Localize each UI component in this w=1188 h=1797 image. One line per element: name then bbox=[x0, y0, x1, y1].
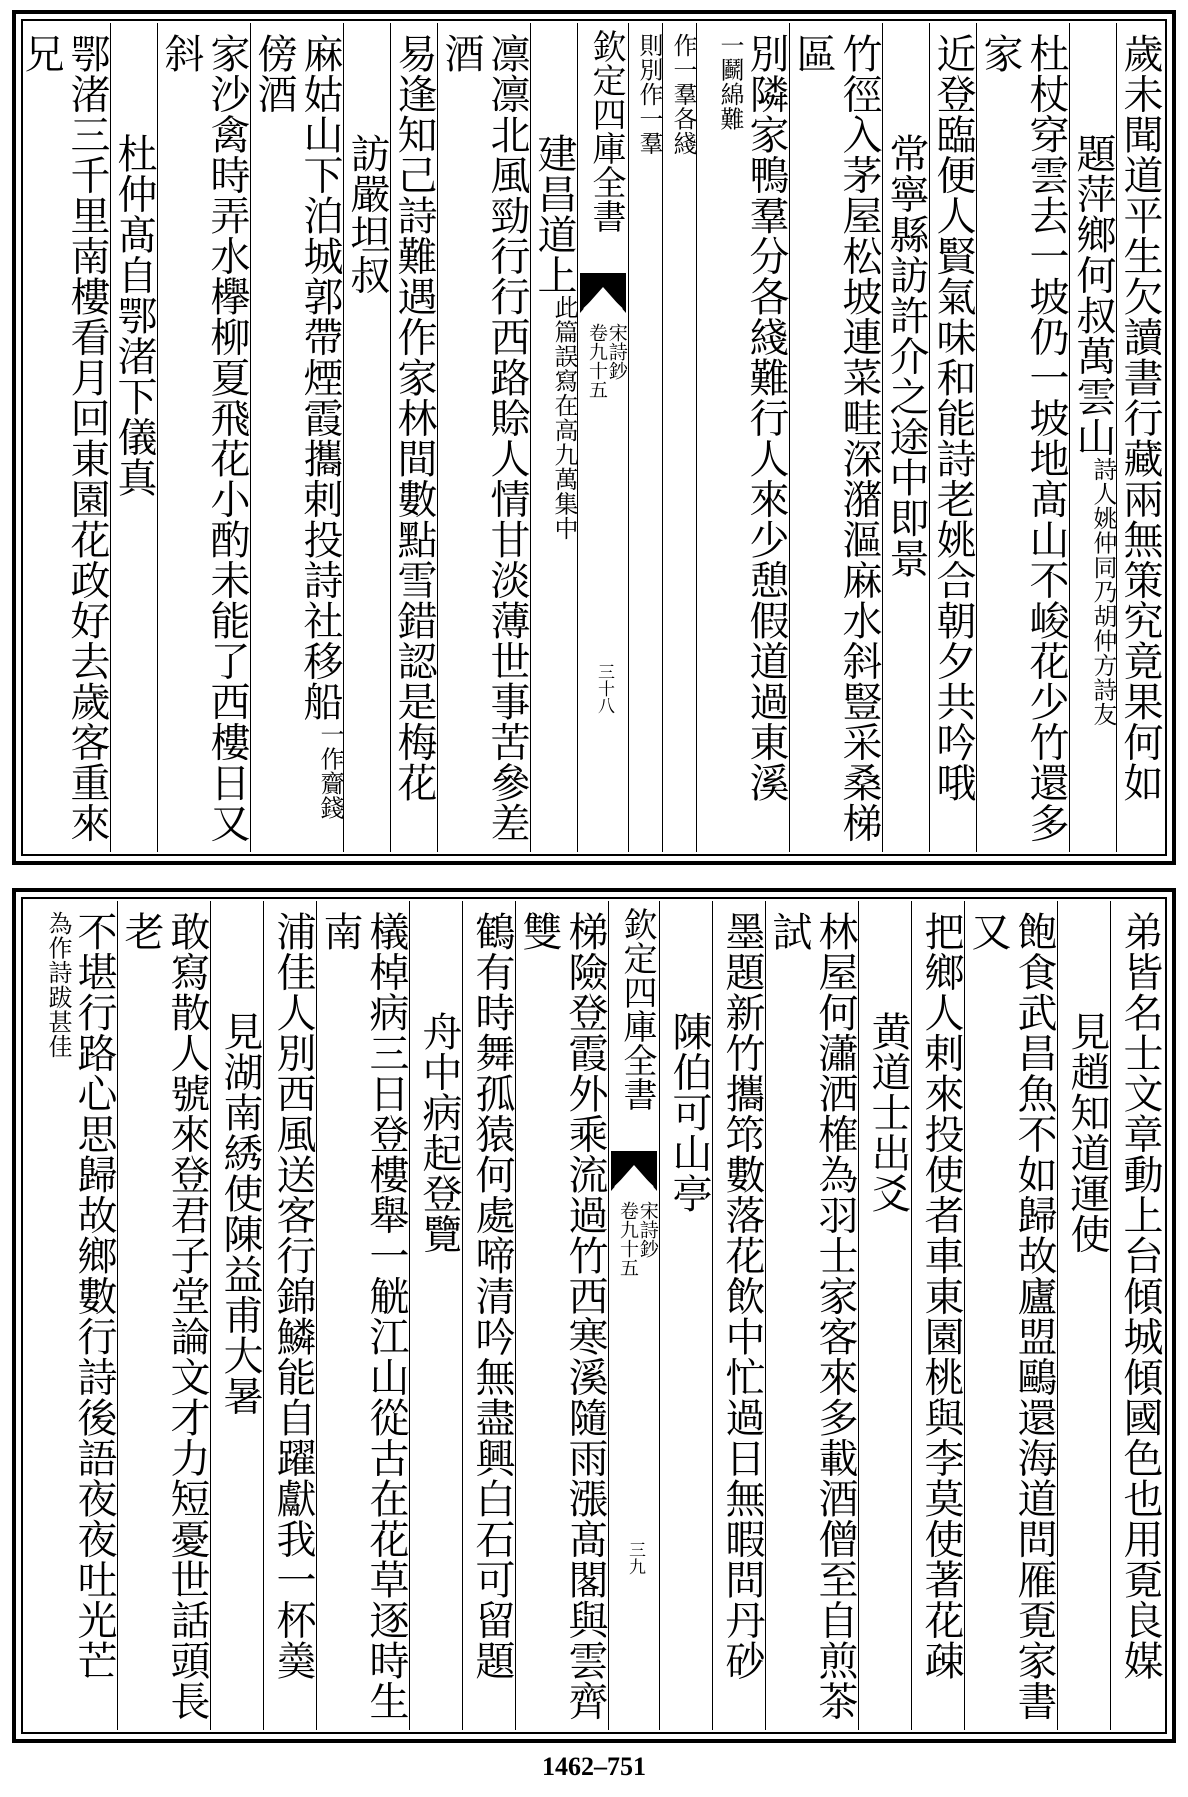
annotation-column: 作一羣各綫 bbox=[662, 23, 696, 852]
text-column: 見湖南綉使陳益甫大暑 bbox=[210, 901, 263, 1730]
text-column: 陳伯可山亭 bbox=[659, 901, 712, 1730]
text-column: 杜仲髙自鄂渚下儀真 bbox=[110, 23, 157, 852]
text-column: 敢寫散人號來登君子堂論文才力短憂世話頭長老 bbox=[117, 901, 210, 1730]
book-title: 欽定四庫全書 bbox=[586, 29, 626, 233]
text-column: 舟中病起登覽 bbox=[409, 901, 462, 1730]
volume-label: 宋詩鈔 卷九十五 bbox=[585, 323, 628, 399]
text-column: 訪嚴坦叔 bbox=[343, 23, 390, 852]
text-column: 見趙知道運使 bbox=[1057, 901, 1110, 1730]
text-column: 家沙禽時弄水欅柳夏飛花小酌未能了西樓日又斜 bbox=[157, 23, 250, 852]
bottom-page bbox=[12, 888, 1176, 1743]
annotation: 詩人姚仲同乃 胡仲方詩友 bbox=[1089, 457, 1117, 727]
page-number: 1462–751 bbox=[542, 1752, 646, 1781]
text-column: 杜杖穿雲去一坡仍一坡地髙山不峻花少竹還多家 bbox=[976, 23, 1069, 852]
text-column: 常寧縣訪許介之途中即景 bbox=[882, 23, 929, 852]
text-column: 別隣家鴨羣分各綫難行人來少憩假道過東溪 一鬬 綿難 bbox=[696, 23, 789, 852]
text-column: 浦佳人別西風送客行錦鱗能自躍獻我一杯羮 bbox=[263, 901, 316, 1730]
text-column: 歲未聞道平生欠讀書行藏兩無策究竟果何如 bbox=[1116, 23, 1163, 852]
center-fold bbox=[577, 23, 628, 852]
annotation: 此篇誤寫在 高九萬集中 bbox=[550, 295, 578, 540]
text-column: 建昌道上 此篇誤寫在 高九萬集中 bbox=[530, 23, 577, 852]
annotation: 一作 齎錢 bbox=[316, 721, 344, 820]
volume-label: 宋詩鈔 卷九十五 bbox=[616, 1201, 659, 1277]
text-column: 弟皆名士文章動上台傾城傾國色也用覔良媒 bbox=[1110, 901, 1163, 1730]
folio-number: 三九 bbox=[625, 1541, 645, 1575]
book-title: 欽定四庫全書 bbox=[617, 907, 657, 1111]
text-column: 易逢知己詩難遇作家林間數點雪錯認是梅花 bbox=[390, 23, 437, 852]
text-column: 飽食武昌魚不如歸故廬盟鷗還海道問雁覔家書又 bbox=[964, 901, 1057, 1730]
text-column: 凛凛北風勁行行西路賒人情甘淡薄世事苦參差酒 bbox=[437, 23, 530, 852]
top-columns bbox=[18, 23, 1163, 852]
fish-tail-icon bbox=[580, 273, 626, 313]
annotation-column: 則別作一羣 bbox=[628, 23, 662, 852]
text-column: 黄道士出爻 bbox=[858, 901, 911, 1730]
bottom-columns bbox=[25, 901, 1163, 1730]
text-column: 近登臨便人賢氣味和能詩老姚合朝夕共吟哦 bbox=[929, 23, 976, 852]
text-column: 鶴有時舞孤猿何處啼清吟無盡興白石可留題 bbox=[462, 901, 515, 1730]
folio-number: 三十八 bbox=[594, 663, 614, 714]
top-page bbox=[12, 10, 1176, 865]
text-column: 麻姑山下泊城郭帶煙霞攜剌投詩社移船 一作 齎錢 傍酒 bbox=[250, 23, 343, 852]
annotation: 為作詩 跋甚佳 bbox=[44, 911, 72, 1058]
text-column: 林屋何瀟洒榷為羽士家客來多載酒僧至自煎茶試 bbox=[765, 901, 858, 1730]
text-column: 梯險登霞外乘流過竹西寒溪隨雨漲髙閣與雲齊雙 bbox=[515, 901, 608, 1730]
text-column: 把鄉人剌來投使者車東園桃與李莫使著花疎 bbox=[911, 901, 964, 1730]
annotation: 一鬬 綿難 bbox=[716, 33, 744, 131]
text-column: 題萍鄉何叔萬雲山 詩人姚仲同乃 胡仲方詩友 bbox=[1069, 23, 1116, 852]
text-column: 墨題新竹攜筇數落花飲中忙過日無暇問丹砂 bbox=[712, 901, 765, 1730]
fish-tail-icon bbox=[611, 1151, 657, 1191]
text-column: 竹徑入茅屋松坡連菜畦深潴漚麻水斜豎采桑梯區 bbox=[789, 23, 882, 852]
text-column: 檥棹病三日登樓舉一觥江山從古在花草逐時生南 bbox=[316, 901, 409, 1730]
text-column: 不堪行路心思歸故鄉數行詩後語夜夜吐光芒 為作詩 跋甚佳 bbox=[44, 911, 117, 1681]
center-fold bbox=[608, 901, 659, 1730]
text-column: 鄂渚三千里南樓看月回東園花政好去歲客重來兄 bbox=[18, 33, 110, 843]
